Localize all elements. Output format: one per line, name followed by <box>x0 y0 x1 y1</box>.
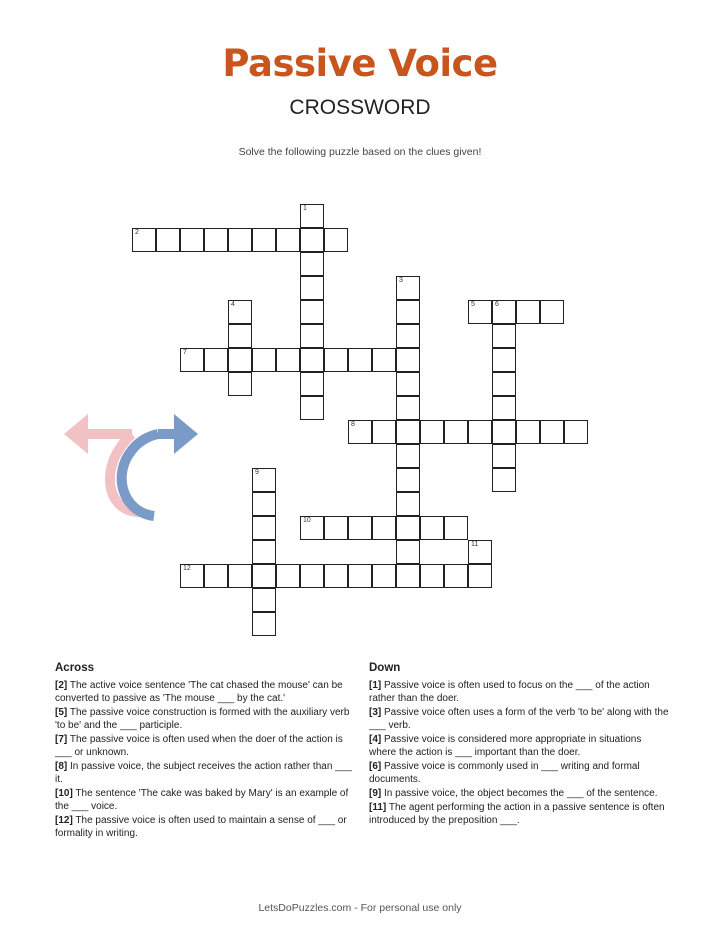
crossword-cell[interactable] <box>420 564 444 588</box>
crossword-cell[interactable] <box>492 468 516 492</box>
crossword-cell[interactable] <box>252 612 276 636</box>
crossword-cell[interactable] <box>492 324 516 348</box>
crossword-cell[interactable] <box>324 348 348 372</box>
crossword-cell[interactable] <box>516 300 540 324</box>
clue-number: 12 <box>183 565 191 572</box>
crossword-cell[interactable] <box>396 492 420 516</box>
crossword-cell[interactable] <box>348 420 372 444</box>
puzzle-title: Passive Voice <box>222 42 498 85</box>
crossword-cell[interactable] <box>444 420 468 444</box>
crossword-cell[interactable] <box>468 540 492 564</box>
crossword-cell[interactable] <box>228 228 252 252</box>
crossword-cell[interactable] <box>396 564 420 588</box>
crossword-cell[interactable] <box>300 516 324 540</box>
crossword-cell[interactable] <box>396 540 420 564</box>
across-clue <box>55 706 355 732</box>
clue-number: [2] <box>55 680 68 691</box>
crossword-cell[interactable] <box>492 372 516 396</box>
across-clue <box>55 733 355 759</box>
clue-text: Passive voice is often used to focus on the ___ of the action rather than the doer. <box>369 680 650 704</box>
crossword-cell[interactable] <box>300 252 324 276</box>
crossword-cell[interactable] <box>156 228 180 252</box>
crossword-cell[interactable] <box>444 516 468 540</box>
clue-text: The passive voice is often used when the doer of the action is ___ or unknown. <box>55 734 343 758</box>
clue-number: [8] <box>55 761 68 772</box>
clue-text: The active voice sentence 'The cat chased the mouse' can be converted to passive as 'The mouse ___ by the cat.' <box>55 680 343 704</box>
clue-number: [6] <box>369 761 382 772</box>
crossword-cell[interactable] <box>540 420 564 444</box>
clue-number: [5] <box>55 707 68 718</box>
crossword-cell[interactable] <box>468 420 492 444</box>
clue-number: [9] <box>369 788 382 799</box>
clue-number: 2 <box>135 229 139 236</box>
clue-number: [12] <box>55 815 73 826</box>
crossword-cell[interactable] <box>252 228 276 252</box>
clue-number: 4 <box>231 301 235 308</box>
crossword-cell[interactable] <box>252 564 276 588</box>
down-clue <box>369 706 669 732</box>
crossword-cell[interactable] <box>324 516 348 540</box>
crossword-cell[interactable] <box>252 516 276 540</box>
blue-arrowhead <box>174 414 198 454</box>
footer-text: LetsDoPuzzles.com - For personal use only <box>258 902 462 914</box>
crossword-cell[interactable] <box>204 228 228 252</box>
across-clues <box>55 662 355 841</box>
clue-number: 5 <box>471 301 475 308</box>
across-clue <box>55 760 355 786</box>
crossword-cell[interactable] <box>228 324 252 348</box>
crossword-cell[interactable] <box>300 300 324 324</box>
crossword-cell[interactable] <box>300 348 324 372</box>
crossword-cell[interactable] <box>228 372 252 396</box>
crossword-cell[interactable] <box>300 564 324 588</box>
crossword-cell[interactable] <box>396 372 420 396</box>
crossword-cell[interactable] <box>324 228 348 252</box>
crossword-cell[interactable] <box>492 300 516 324</box>
passive-voice-arrows-icon <box>62 404 202 526</box>
across-clue <box>55 679 355 705</box>
crossword-cell[interactable] <box>492 348 516 372</box>
crossword-cell[interactable] <box>300 324 324 348</box>
down-clues <box>369 662 669 828</box>
crossword-cell[interactable] <box>372 564 396 588</box>
puzzle-subtitle: CROSSWORD <box>289 96 431 119</box>
crossword-cell[interactable] <box>180 348 204 372</box>
crossword-cell[interactable] <box>396 396 420 420</box>
clue-number: 7 <box>183 349 187 356</box>
clue-text: Passive voice often uses a form of the verb 'to be' along with the ___ verb. <box>369 707 669 731</box>
crossword-cell[interactable] <box>348 564 372 588</box>
crossword-cell[interactable] <box>252 540 276 564</box>
crossword-cell[interactable] <box>396 276 420 300</box>
crossword-cell[interactable] <box>348 516 372 540</box>
clue-number: [10] <box>55 788 73 799</box>
crossword-cell[interactable] <box>300 372 324 396</box>
crossword-cell[interactable] <box>396 516 420 540</box>
crossword-cell[interactable] <box>540 300 564 324</box>
crossword-cell[interactable] <box>372 420 396 444</box>
crossword-cell[interactable] <box>372 516 396 540</box>
crossword-cell[interactable] <box>204 348 228 372</box>
crossword-cell[interactable] <box>468 564 492 588</box>
crossword-cell[interactable] <box>396 468 420 492</box>
clue-text: Passive voice is considered more appropriate in situations where the action is ___ important than the doer. <box>369 734 642 758</box>
down-clue <box>369 733 669 759</box>
crossword-cell[interactable] <box>420 420 444 444</box>
crossword-cell[interactable] <box>252 588 276 612</box>
clue-number: 1 <box>303 205 307 212</box>
crossword-cell[interactable] <box>396 300 420 324</box>
crossword-cell[interactable] <box>252 492 276 516</box>
clue-number: [11] <box>369 802 387 813</box>
clue-number: [1] <box>369 680 382 691</box>
crossword-cell[interactable] <box>420 516 444 540</box>
crossword-cell[interactable] <box>228 564 252 588</box>
clue-number: 3 <box>399 277 403 284</box>
crossword-cell[interactable] <box>516 420 540 444</box>
crossword-cell[interactable] <box>276 564 300 588</box>
crossword-cell[interactable] <box>564 420 588 444</box>
crossword-cell[interactable] <box>300 228 324 252</box>
clue-number: 11 <box>471 541 479 548</box>
clue-number: 10 <box>303 517 311 524</box>
down-clue <box>369 801 669 827</box>
clue-number: 9 <box>255 469 259 476</box>
crossword-cell[interactable] <box>252 348 276 372</box>
down-heading: Down <box>369 662 401 674</box>
clue-text: The sentence 'The cake was baked by Mary' is an example of the ___ voice. <box>55 788 349 812</box>
crossword-cell[interactable] <box>492 396 516 420</box>
crossword-cell[interactable] <box>300 204 324 228</box>
crossword-cell[interactable] <box>252 468 276 492</box>
crossword-cell[interactable] <box>396 324 420 348</box>
crossword-cell[interactable] <box>132 228 156 252</box>
crossword-cell[interactable] <box>180 564 204 588</box>
crossword-cell[interactable] <box>228 348 252 372</box>
crossword-cell[interactable] <box>300 396 324 420</box>
crossword-cell[interactable] <box>276 228 300 252</box>
crossword-cell[interactable] <box>468 300 492 324</box>
crossword-cell[interactable] <box>396 444 420 468</box>
crossword-cell[interactable] <box>396 420 420 444</box>
pink-arrowhead <box>64 414 88 454</box>
clue-number: [4] <box>369 734 382 745</box>
across-clue <box>55 814 355 840</box>
down-clue <box>369 679 669 705</box>
crossword-cell[interactable] <box>228 300 252 324</box>
crossword-cell[interactable] <box>276 348 300 372</box>
clue-text: In passive voice, the subject receives the action rather than ___ it. <box>55 761 352 785</box>
clue-number: [7] <box>55 734 68 745</box>
clue-text: The passive voice is often used to maintain a sense of ___ or formality in writing. <box>55 815 347 839</box>
crossword-cell[interactable] <box>324 564 348 588</box>
crossword-cell[interactable] <box>492 444 516 468</box>
puzzle-instructions: Solve the following puzzle based on the clues given! <box>238 146 482 158</box>
crossword-cell[interactable] <box>372 348 396 372</box>
crossword-cell[interactable] <box>444 564 468 588</box>
down-clue <box>369 787 669 800</box>
clue-text: The agent performing the action in a passive sentence is often introduced by the preposition ___. <box>369 802 665 826</box>
crossword-cell[interactable] <box>300 276 324 300</box>
crossword-cell[interactable] <box>492 420 516 444</box>
across-clue <box>55 787 355 813</box>
across-heading: Across <box>55 662 94 674</box>
crossword-cell[interactable] <box>204 564 228 588</box>
clue-number: 6 <box>495 301 499 308</box>
clue-number: [3] <box>369 707 382 718</box>
clue-text: In passive voice, the object becomes the ___ of the sentence. <box>384 788 658 799</box>
clue-text: Passive voice is commonly used in ___ writing and formal documents. <box>369 761 640 785</box>
clue-number: 8 <box>351 421 355 428</box>
clue-text: The passive voice construction is formed with the auxiliary verb 'to be' and the ___ participle. <box>55 707 350 731</box>
down-clue <box>369 760 669 786</box>
crossword-cell[interactable] <box>348 348 372 372</box>
crossword-cell[interactable] <box>396 348 420 372</box>
crossword-cell[interactable] <box>180 228 204 252</box>
